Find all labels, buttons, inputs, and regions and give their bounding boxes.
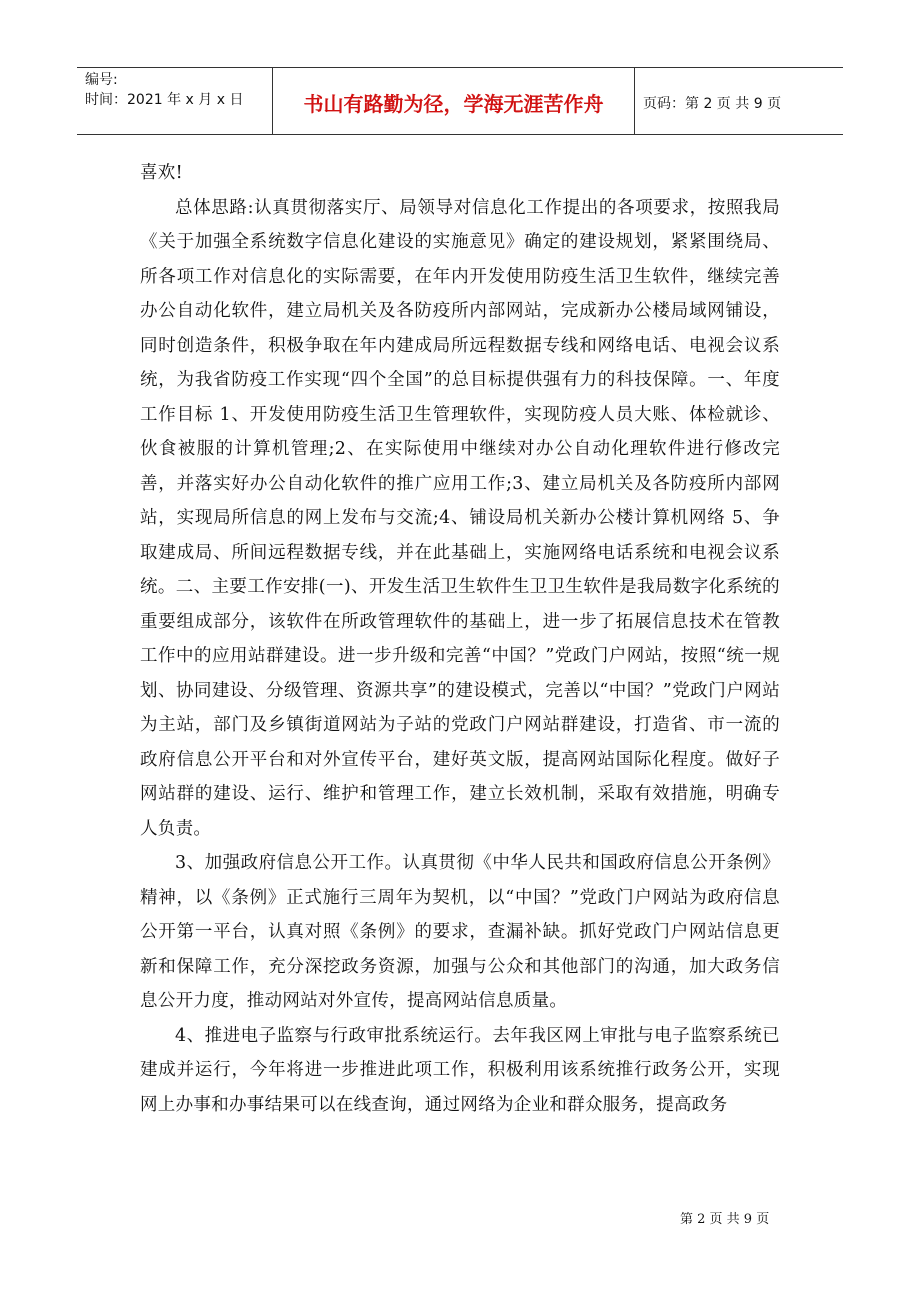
body-paragraph-4: 4、推进电子监察与行政审批系统运行。去年我区网上审批与电子监察系统已建成并运行，今年将进一步推进此项工作，积极利用该系统推行政务公开，实现网上办事和办事结果可以在线查询，通过网络为企业和群众服务，提高政务 bbox=[140, 1025, 780, 1115]
body-paragraph-1: 喜欢! bbox=[140, 163, 183, 183]
header-meta bbox=[85, 70, 275, 110]
page-header bbox=[77, 67, 843, 135]
document-number-label: 编号: bbox=[85, 72, 118, 88]
header-divider-right bbox=[634, 68, 635, 134]
page-footer-number: 第 2 页 共 9 页 bbox=[680, 1212, 770, 1227]
body-paragraph-3: 3、加强政府信息公开工作。认真贯彻《中华人民共和国政府信息公开条例》精神，以《条例》正式施行三周年为契机，以“中国？”党政门户网站为政府信息公开第一平台，认真对照《条例》的要求，查漏补缺。抓好党政门户网站信息更新和保障工作，充分深挖政务资源，加强与公众和其他部门的沟通，加大政务信息公开力度，推动网站对外宣传，提高网站信息质量。 bbox=[140, 853, 780, 1011]
document-body bbox=[140, 156, 780, 1122]
document-date-label: 时间：2021 年 x 月 x 日 bbox=[85, 92, 244, 108]
header-page-number: 页码：第 2 页 共 9 页 bbox=[643, 96, 782, 112]
header-motto: 书山有路勤为径，学海无涯苦作舟 bbox=[303, 92, 604, 116]
body-paragraph-2: 总体思路:认真贯彻落实厅、局领导对信息化工作提出的各项要求，按照我局《关于加强全系统数字信息化建设的实施意见》确定的建设规划，紧紧围绕局、所各项工作对信息化的实际需要，在年内开发使用防疫生活卫生软件，继续完善办公自动化软件，建立局机关及各防疫所内部网站，完成新办公楼局域网铺设，同时创造条件，积极争取在年内建成局所远程数据专线和网络电话、电视会议系统，为我省防疫工作实现“四个全国”的总目标提供强有力的科技保障。一、年度工作目标 1、开发使用防疫生活卫生管理软件，实现防疫人员大账、体检就诊、伙食被服的计算机管理;2、在实际使用中继续对办公自动化理软件进行修改完善，并落实好办公自动化软件的推广应用工作;3、建立局机关及各防疫所内部网站，实现局所信息的网上发布与交流;4、铺设局机关新办公楼计算机网络 5、争取建成局、所间远程数据专线，并在此基础上，实施网络电话系统和电视会议系统。二、主要工作安排(一)、开发生活卫生软件生卫卫生软件是我局数字化系统的重要组成部分，该软件在所政管理软件的基础上，进一步了拓展信息技术在管教工作中的应用站群建设。进一步升级和完善“中国？”党政门户网站，按照“统一规划、协同建设、分级管理、资源共享”的建设模式，完善以“中国？”党政门户网站为主站，部门及乡镇街道网站为子站的党政门户网站群建设，打造省、市一流的政府信息公开平台和对外宣传平台，建好英文版，提高网站国际化程度。做好子网站群的建设、运行、维护和管理工作，建立长效机制，采取有效措施，明确专人负责。 bbox=[140, 197, 780, 839]
